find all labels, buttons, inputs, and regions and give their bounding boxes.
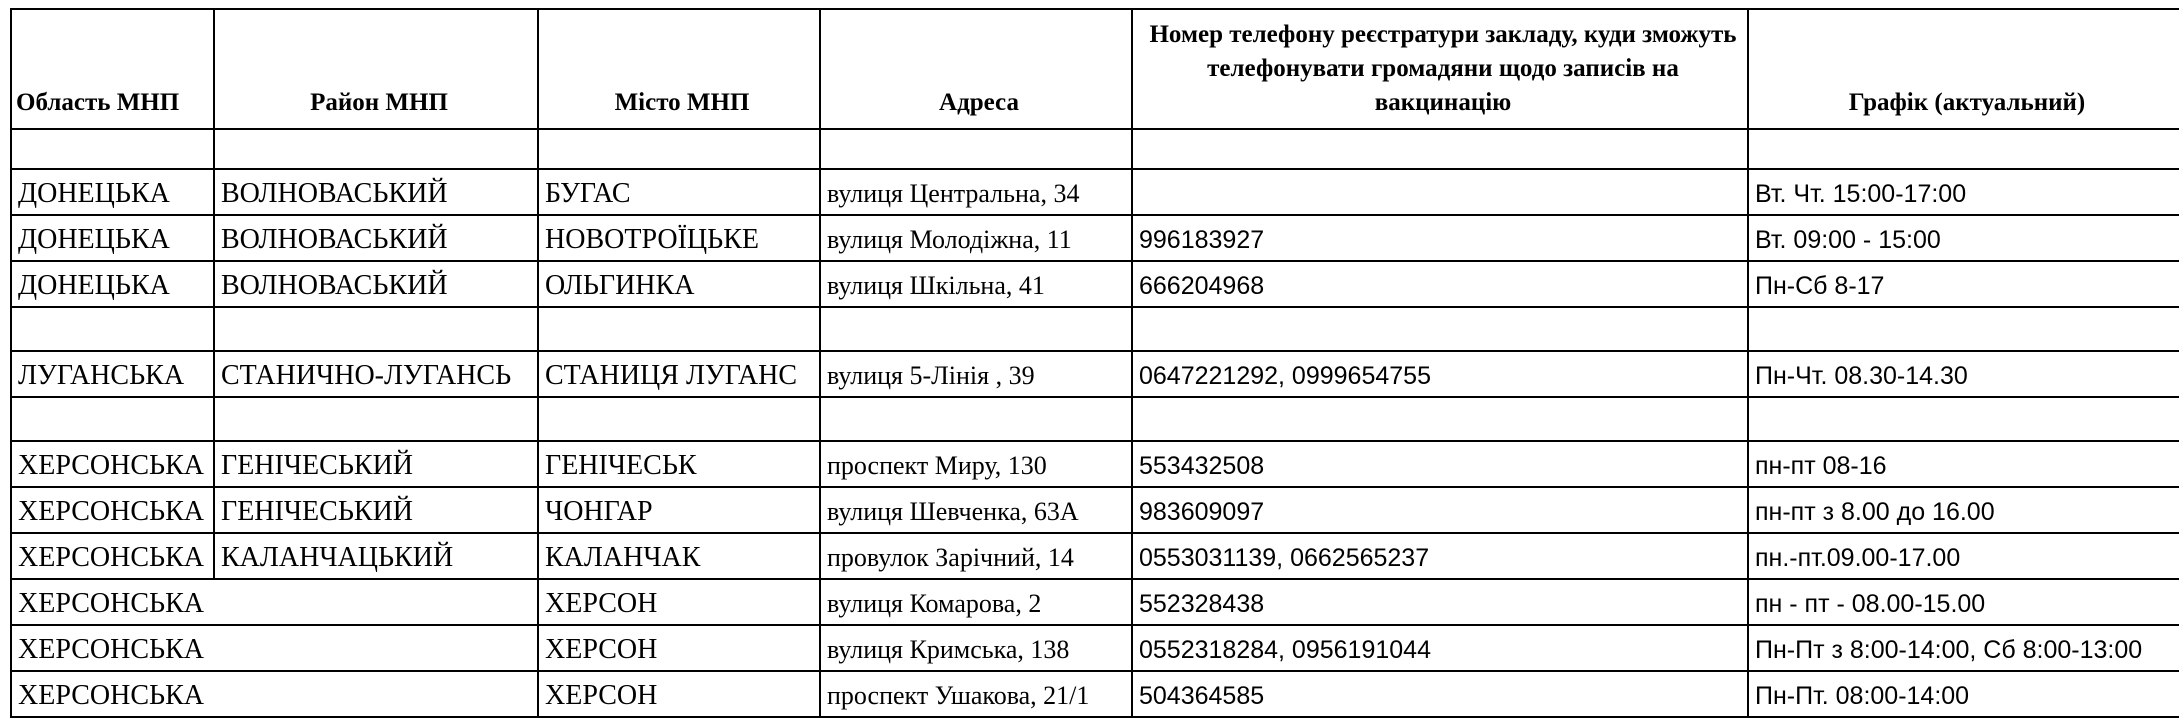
cell-district[interactable]: ГЕНІЧЕСЬКИЙ [214,487,538,533]
cell-schedule[interactable]: пн-пт з 8.00 до 16.00 [1748,487,2179,533]
table-cell[interactable] [214,397,538,441]
table-cell[interactable] [11,129,214,169]
header-district[interactable]: Район МНП [214,9,538,129]
header-phone[interactable]: Номер телефону реєстратури закладу, куди зможуть телефонувати громадяни щодо записів на вакцинацію [1132,9,1748,129]
cell-district[interactable] [214,579,538,625]
cell-city[interactable]: ХЕРСОН [538,579,820,625]
table-row [11,579,2179,625]
cell-phone[interactable]: 0647221292, 0999654755 [1132,351,1748,397]
cell-city[interactable]: ОЛЬГИНКА [538,261,820,307]
table-cell[interactable] [1748,129,2179,169]
cell-region[interactable]: ХЕРСОНСЬКА [11,487,214,533]
cell-city[interactable]: БУГАС [538,169,820,215]
cell-city[interactable]: ЧОНГАР [538,487,820,533]
cell-address[interactable]: вулиця Шевченка, 63А [820,487,1132,533]
cell-region[interactable]: ЛУГАНСЬКА [11,351,214,397]
table-cell[interactable] [538,397,820,441]
cell-address[interactable]: вулиця Молодіжна, 11 [820,215,1132,261]
cell-district[interactable]: ВОЛНОВАСЬКИЙ [214,261,538,307]
cell-phone[interactable]: 0553031139, 0662565237 [1132,533,1748,579]
cell-address[interactable]: вулиця Шкільна, 41 [820,261,1132,307]
header-address[interactable]: Адреса [820,9,1132,129]
cell-district[interactable]: ВОЛНОВАСЬКИЙ [214,169,538,215]
cell-district[interactable]: КАЛАНЧАЦЬКИЙ [214,533,538,579]
table-cell[interactable] [820,129,1132,169]
cell-phone[interactable]: 553432508 [1132,441,1748,487]
cell-city[interactable]: ХЕРСОН [538,671,820,717]
header-row [11,9,2179,129]
blank-row [11,397,2179,441]
cell-phone[interactable]: 666204968 [1132,261,1748,307]
table-cell[interactable] [214,129,538,169]
cell-phone[interactable]: 983609097 [1132,487,1748,533]
cell-address[interactable]: вулиця Комарова, 2 [820,579,1132,625]
table-cell[interactable] [538,307,820,351]
table-cell[interactable] [11,397,214,441]
cell-city[interactable]: СТАНИЦЯ ЛУГАНС [538,351,820,397]
table-row [11,671,2179,717]
cell-region[interactable]: ХЕРСОНСЬКА [11,579,214,625]
cell-city[interactable]: НОВОТРОЇЦЬКЕ [538,215,820,261]
cell-address[interactable]: вулиця Центральна, 34 [820,169,1132,215]
blank-row [11,129,2179,169]
cell-schedule[interactable]: пн - пт - 08.00-15.00 [1748,579,2179,625]
cell-region[interactable]: ХЕРСОНСЬКА [11,533,214,579]
table-cell[interactable] [1748,307,2179,351]
cell-city[interactable]: ХЕРСОН [538,625,820,671]
vaccination-points-table [10,8,2179,718]
cell-district[interactable]: ГЕНІЧЕСЬКИЙ [214,441,538,487]
cell-district[interactable] [214,671,538,717]
cell-schedule[interactable]: Пн-Пт з 8:00-14:00, Сб 8:00-13:00 [1748,625,2179,671]
cell-phone[interactable]: 552328438 [1132,579,1748,625]
table-row [11,625,2179,671]
table-cell[interactable] [820,307,1132,351]
table-cell[interactable] [1748,397,2179,441]
table-cell[interactable] [1132,129,1748,169]
cell-region[interactable]: ХЕРСОНСЬКА [11,671,214,717]
cell-address[interactable]: вулиця 5-Лінія , 39 [820,351,1132,397]
cell-address[interactable]: вулиця Кримська, 138 [820,625,1132,671]
table-cell[interactable] [538,129,820,169]
cell-district[interactable]: ВОЛНОВАСЬКИЙ [214,215,538,261]
table-cell[interactable] [820,397,1132,441]
cell-phone[interactable]: 0552318284, 0956191044 [1132,625,1748,671]
cell-schedule[interactable]: пн.-пт.09.00-17.00 [1748,533,2179,579]
table-row [11,261,2179,307]
table-row [11,351,2179,397]
table-row [11,215,2179,261]
table-cell[interactable] [1132,307,1748,351]
cell-phone[interactable]: 996183927 [1132,215,1748,261]
table-cell[interactable] [1132,397,1748,441]
header-city[interactable]: Місто МНП [538,9,820,129]
cell-schedule[interactable]: Пн-Чт. 08.30-14.30 [1748,351,2179,397]
cell-phone[interactable]: 504364585 [1132,671,1748,717]
cell-schedule[interactable]: пн-пт 08-16 [1748,441,2179,487]
cell-schedule[interactable]: Вт. Чт. 15:00-17:00 [1748,169,2179,215]
cell-phone[interactable] [1132,169,1748,215]
cell-region[interactable]: ХЕРСОНСЬКА [11,625,214,671]
cell-region[interactable]: ХЕРСОНСЬКА [11,441,214,487]
table-row [11,533,2179,579]
cell-region[interactable]: ДОНЕЦЬКА [11,261,214,307]
cell-region[interactable]: ДОНЕЦЬКА [11,215,214,261]
cell-schedule[interactable]: Пн-Пт. 08:00-14:00 [1748,671,2179,717]
cell-city[interactable]: ГЕНІЧЕСЬК [538,441,820,487]
cell-city[interactable]: КАЛАНЧАК [538,533,820,579]
table-row [11,169,2179,215]
header-schedule[interactable]: Графік (актуальний) [1748,9,2179,129]
cell-district[interactable] [214,625,538,671]
cell-schedule[interactable]: Пн-Сб 8-17 [1748,261,2179,307]
table-row [11,441,2179,487]
header-region[interactable]: Область МНП [11,9,214,129]
table-cell[interactable] [11,307,214,351]
cell-region[interactable]: ДОНЕЦЬКА [11,169,214,215]
cell-schedule[interactable]: Вт. 09:00 - 15:00 [1748,215,2179,261]
cell-district[interactable]: СТАНИЧНО-ЛУГАНСЬ [214,351,538,397]
table-cell[interactable] [214,307,538,351]
table-row [11,487,2179,533]
cell-address[interactable]: проспект Миру, 130 [820,441,1132,487]
blank-row [11,307,2179,351]
cell-address[interactable]: провулок Зарічний, 14 [820,533,1132,579]
cell-address[interactable]: проспект Ушакова, 21/1 [820,671,1132,717]
